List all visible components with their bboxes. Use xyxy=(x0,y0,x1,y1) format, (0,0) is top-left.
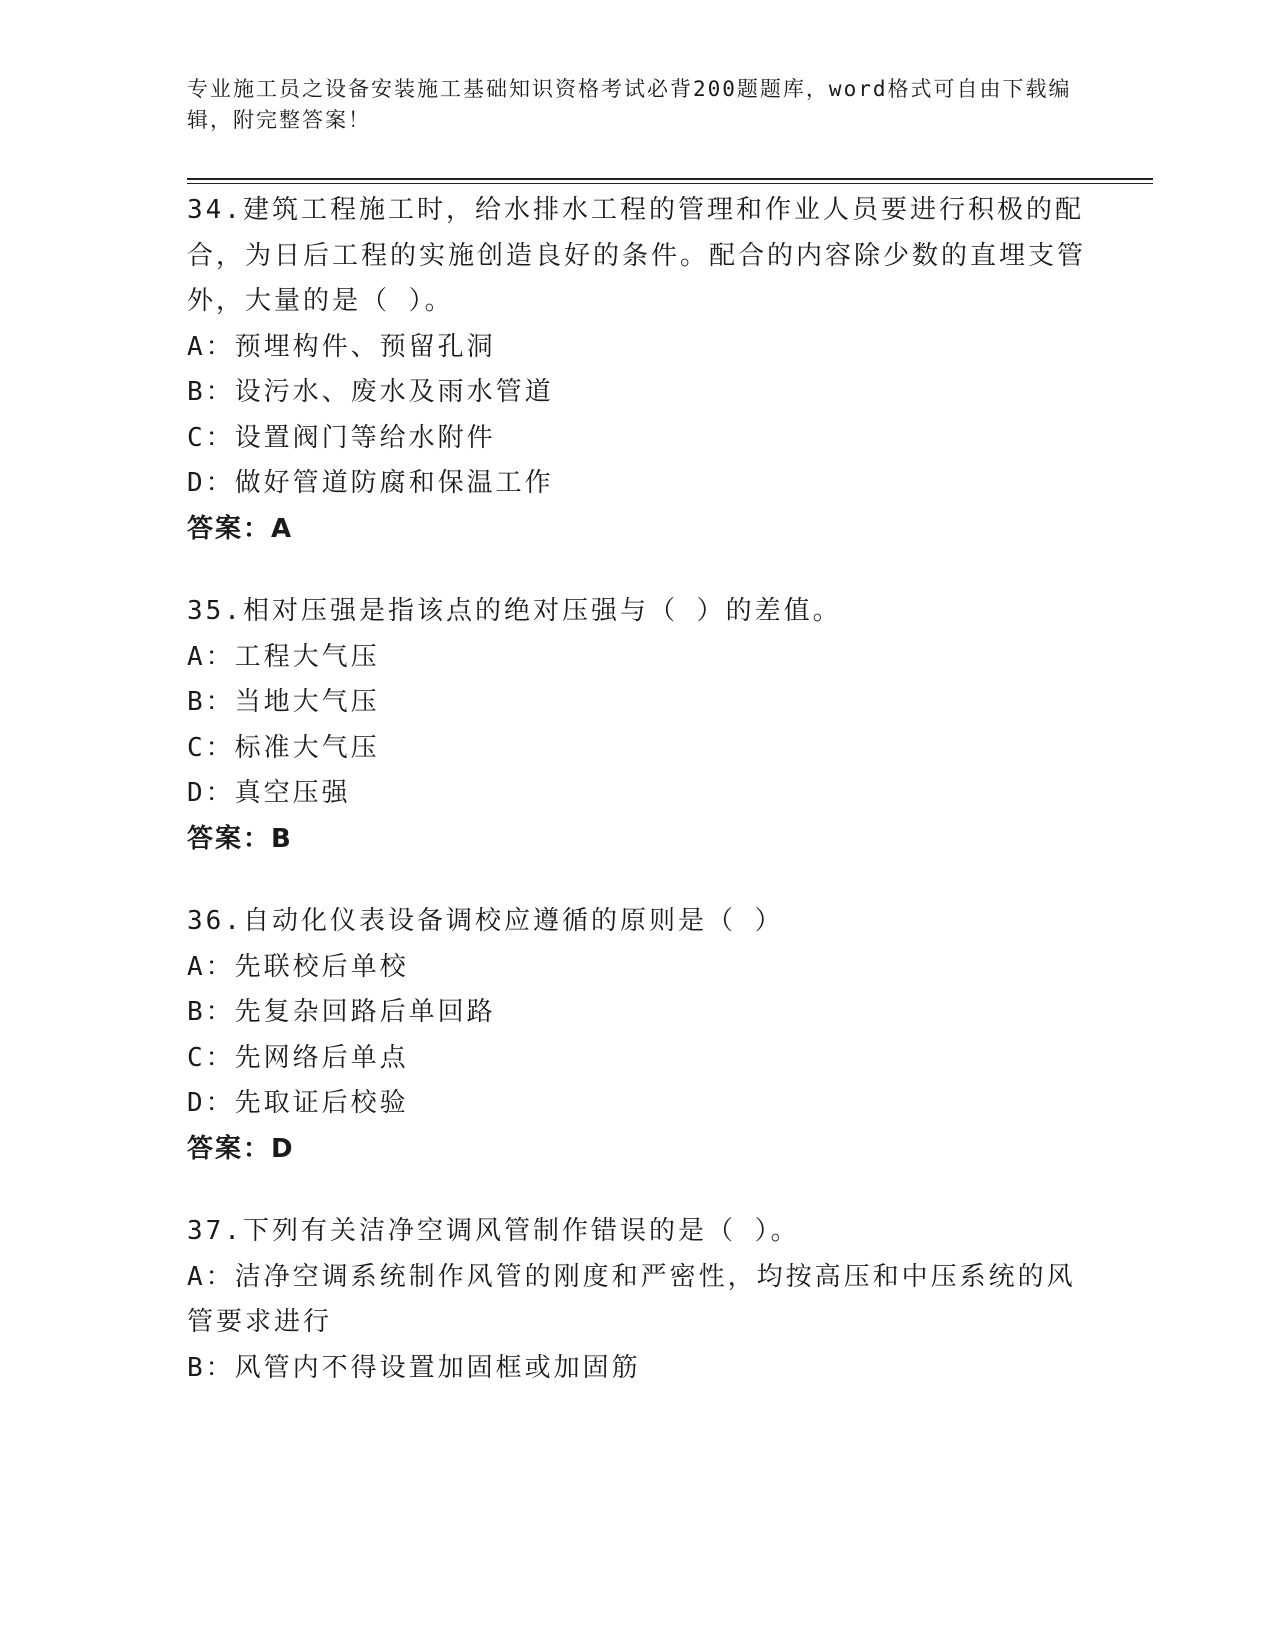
option-d: D：真空压强 xyxy=(187,778,351,808)
answer: 答案：D xyxy=(187,1133,295,1164)
question-36 xyxy=(187,899,1087,1172)
question-34 xyxy=(187,188,1087,552)
option-a: A：预埋构件、预留孔洞 xyxy=(187,331,496,362)
question-stem: 36.自动化仪表设备调校应遵循的原则是（ ） xyxy=(187,906,784,936)
question-35 xyxy=(187,589,1087,862)
option-a: A：工程大气压 xyxy=(187,641,380,672)
option-d: D：先取证后校验 xyxy=(187,1088,409,1118)
question-stem: 37.下列有关洁净空调风管制作错误的是（ ）。 xyxy=(187,1216,800,1246)
option-b: B：当地大气压 xyxy=(187,687,380,717)
option-c: C：设置阀门等给水附件 xyxy=(187,422,496,453)
question-gap xyxy=(187,862,1087,899)
option-b: B：风管内不得设置加固框或加固筋 xyxy=(187,1352,641,1383)
option-b: B：先复杂回路后单回路 xyxy=(187,997,496,1027)
question-gap xyxy=(187,1172,1087,1209)
option-d: D：做好管道防腐和保温工作 xyxy=(187,468,554,498)
question-gap xyxy=(187,552,1087,589)
option-c: C：标准大气压 xyxy=(187,732,380,763)
option-a: A：洁净空调系统制作风管的刚度和严密性，均按高压和中压系统的风管要求进行 xyxy=(187,1261,1076,1337)
option-c: C：先网络后单点 xyxy=(187,1042,409,1073)
question-stem: 35.相对压强是指该点的绝对压强与（ ）的差值。 xyxy=(187,596,842,626)
answer: 答案：A xyxy=(187,513,294,544)
document-header: 专业施工员之设备安装施工基础知识资格考试必背200题题库，word格式可自由下载编辑，附完整答案！ xyxy=(187,77,1072,132)
header-rule xyxy=(187,178,1153,180)
question-list xyxy=(187,188,1087,1391)
option-a: A：先联校后单校 xyxy=(187,951,409,982)
answer: 答案：B xyxy=(187,823,293,854)
question-37 xyxy=(187,1209,1087,1391)
header-rule-thin xyxy=(187,183,1153,184)
option-b: B：设污水、废水及雨水管道 xyxy=(187,377,554,407)
question-stem: 34.建筑工程施工时，给水排水工程的管理和作业人员要进行积极的配合，为日后工程的实施创造良好的条件。配合的内容除少数的直埋支管外，大量的是（ ）。 xyxy=(187,195,1087,316)
